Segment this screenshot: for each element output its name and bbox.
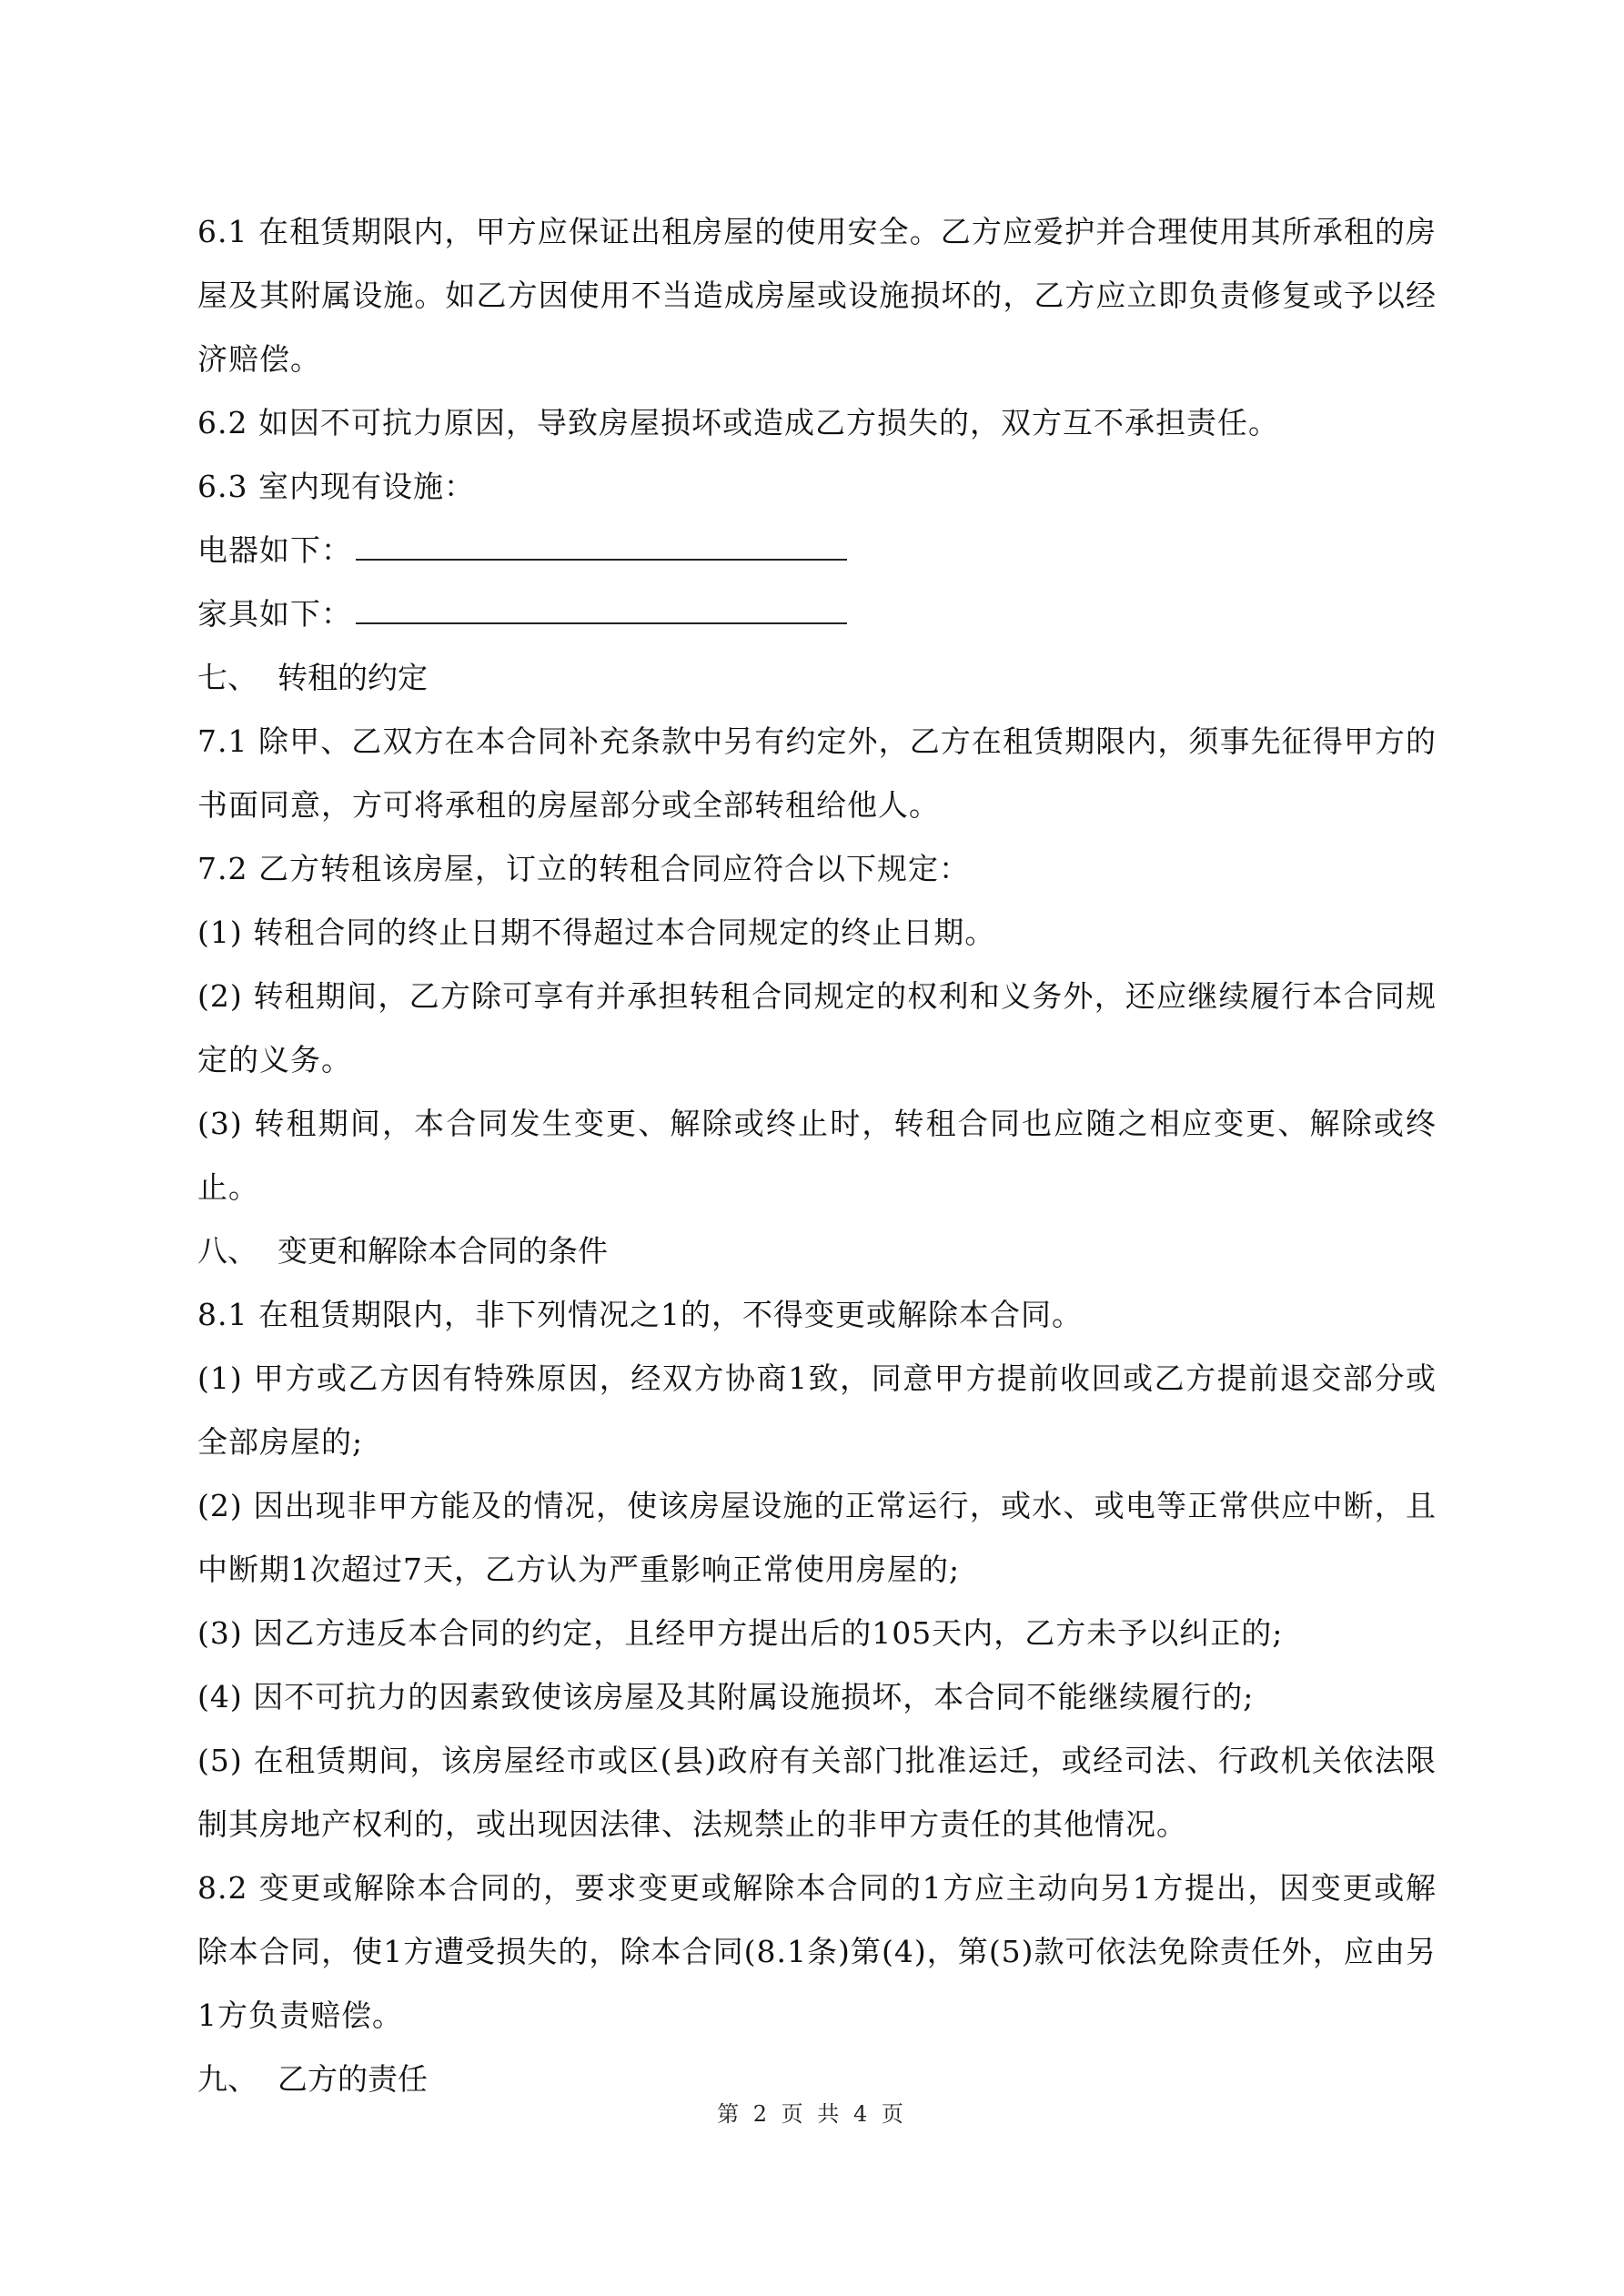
clause-8-1-item-1: (1) 甲方或乙方因有特殊原因，经双方协商1致，同意甲方提前收回或乙方提前退交部分或全部房屋的; [197,1360,1437,1460]
clause-8-1-item-2: (2) 因出现非甲方能及的情况，使该房屋设施的正常运行，或水、或电等正常供应中断，且中断期1次超过7天，乙方认为严重影响正常使用房屋的; [197,1488,1437,1587]
clause-6-1: 6.1 在租赁期限内，甲方应保证出租房屋的使用安全。乙方应爱护并合理使用其所承租的房屋及其附属设施。如乙方因使用不当造成房屋或设施损坏的，乙方应立即负责修复或予以经济赔偿。 [197,214,1437,377]
clause-7-1: 7.1 除甲、乙双方在本合同补充条款中另有约定外，乙方在租赁期限内，须事先征得甲方的书面同意，方可将承租的房屋部分或全部转租给他人。 [197,723,1437,823]
section-8-title: 变更和解除本合同的条件 [277,1233,608,1269]
clause-7-2-item-3: (3) 转租期间，本合同发生变更、解除或终止时，转租合同也应随之相应变更、解除或终止。 [197,1106,1437,1205]
clause-8-1: 8.1 在租赁期限内，非下列情况之1的，不得变更或解除本合同。 [197,1297,1083,1332]
section-7-heading [197,646,1437,710]
section-8-number: 八、 [197,1233,257,1269]
clause-8-1-item-3: (3) 因乙方违反本合同的约定，且经甲方提出后的105天内，乙方未予以纠正的; [197,1615,1284,1651]
clause-7-2-item-1: (1) 转租合同的终止日期不得超过本合同规定的终止日期。 [197,915,996,950]
section-7-number: 七、 [197,660,257,695]
document-body [197,200,1437,2111]
clause-6-3: 6.3 室内现有设施： [197,469,475,504]
appliances-blank [356,531,847,561]
page-footer: 第 2 页 共 4 页 [717,2101,907,2127]
clause-8-1-item-4: (4) 因不可抗力的因素致使该房屋及其附属设施损坏，本合同不能继续履行的; [197,1679,1255,1714]
appliances-line [197,519,1437,582]
clause-8-2: 8.2 变更或解除本合同的，要求变更或解除本合同的1方应主动向另1方提出，因变更或解除本合同，使1方遭受损失的，除本合同(8.1条)第(4)，第(5)款可依法免除责任外，应由另1方负责赔偿。 [197,1870,1437,2033]
section-8-heading [197,1219,1437,1283]
clause-6-2: 6.2 如因不可抗力原因，导致房屋损坏或造成乙方损失的，双方互不承担责任。 [197,405,1279,440]
furniture-line [197,582,1437,646]
section-9-title: 乙方的责任 [277,2061,428,2097]
furniture-blank [356,595,847,624]
section-7-title: 转租的约定 [277,660,428,695]
furniture-label: 家具如下： [197,596,352,632]
clause-7-2: 7.2 乙方转租该房屋，订立的转租合同应符合以下规定： [197,851,970,886]
clause-8-1-item-5: (5) 在租赁期间，该房屋经市或区(县)政府有关部门批准运迁，或经司法、行政机关依法限制其房地产权利的，或出现因法律、法规禁止的非甲方责任的其他情况。 [197,1743,1437,1842]
clause-7-2-item-2: (2) 转租期间，乙方除可享有并承担转租合同规定的权利和义务外，还应继续履行本合同规定的义务。 [197,978,1437,1077]
appliances-label: 电器如下： [197,532,352,568]
section-9-number: 九、 [197,2061,257,2097]
